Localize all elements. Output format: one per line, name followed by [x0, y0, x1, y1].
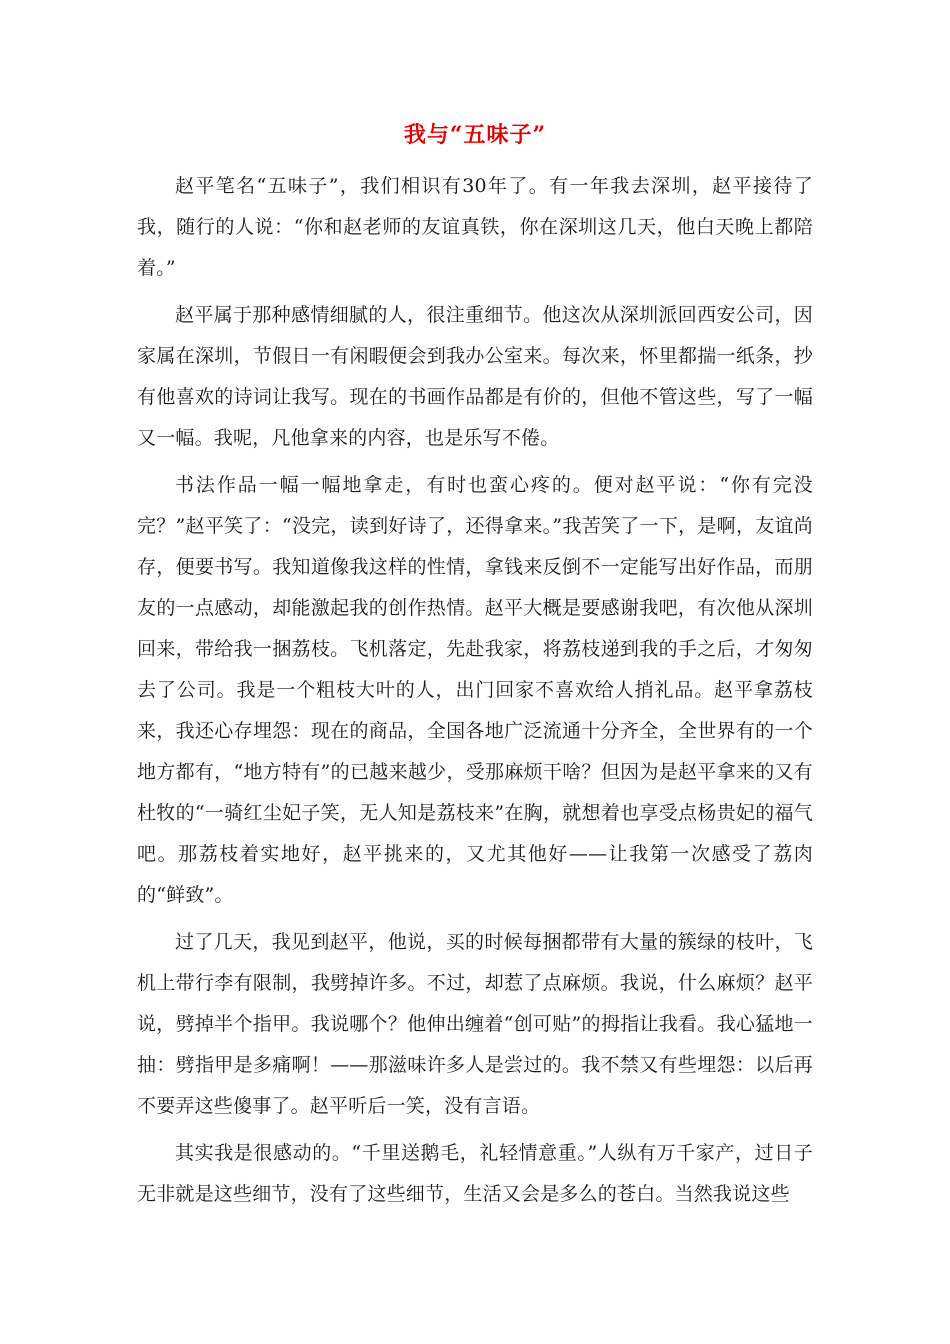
- document-body: [137, 166, 813, 1221]
- paragraph-1: 赵平笔名“五味子”，我们相识有30年了。有一年我去深圳，赵平接待了我，随行的人说：“你和赵老师的友谊真铁，你在深圳这几天，他白天晚上都陪着。”: [137, 175, 813, 279]
- document-title: 我与“五味子”: [403, 122, 547, 148]
- paragraph-2: 赵平属于那种感情细腻的人，很注重细节。他这次从深圳派回西安公司，因家属在深圳，节假日一有闲暇便会到我办公室来。每次来，怀里都揣一纸条，抄有他喜欢的诗词让我写。现在的书画作品都是有价的，但他不管这些，写了一幅又一幅。我呢，凡他拿来的内容，也是乐写不倦。: [137, 304, 813, 449]
- paragraph-5: 其实我是很感动的。“千里送鹅毛，礼轻情意重。”人纵有万千家产，过日子无非就是这些细节，没有了这些细节，生活又会是多么的苍白。当然我说这些: [137, 1142, 813, 1205]
- paragraph-3: 书法作品一幅一幅地拿走，有时也蛮心疼的。便对赵平说：“你有完没完？”赵平笑了：“没完，读到好诗了，还得拿来。”我苦笑了一下，是啊，友谊尚存，便要书写。我知道像我这样的性情，拿钱来反倒不一定能写出好作品，而朋友的一点感动，却能激起我的创作热情。赵平大概是要感谢我吧，有次他从深圳回来，带给我一捆荔枝。飞机落定，先赴我家，将荔枝递到我的手之后，才匆匆去了公司。我是一个粗枝大叶的人，出门回家不喜欢给人捎礼品。赵平拿荔枝来，我还心存埋怨：现在的商品，全国各地广泛流通十分齐全，全世界有的一个地方都有，“地方特有”的已越来越少，受那麻烦干啥？但因为是赵平拿来的又有杜牧的“一骑红尘妃子笑，无人知是荔枝来”在胸，就想着也享受点杨贵妃的福气吧。那荔枝着实地好，赵平挑来的，又尤其他好——让我第一次感受了荔肉的“鲜致”。: [137, 474, 813, 906]
- paragraph-4: 过了几天，我见到赵平，他说，买的时候每捆都带有大量的簇绿的枝叶，飞机上带行李有限制，我劈掉许多。不过，却惹了点麻烦。我说，什么麻烦？赵平说，劈掉半个指甲。我说哪个？他伸出缠着“创可贴”的拇指让我看。我心猛地一抽：劈指甲是多痛啊！——那滋味许多人是尝过的。我不禁又有些埋怨：以后再不要弄这些傻事了。赵平听后一笑，没有言语。: [137, 931, 813, 1117]
